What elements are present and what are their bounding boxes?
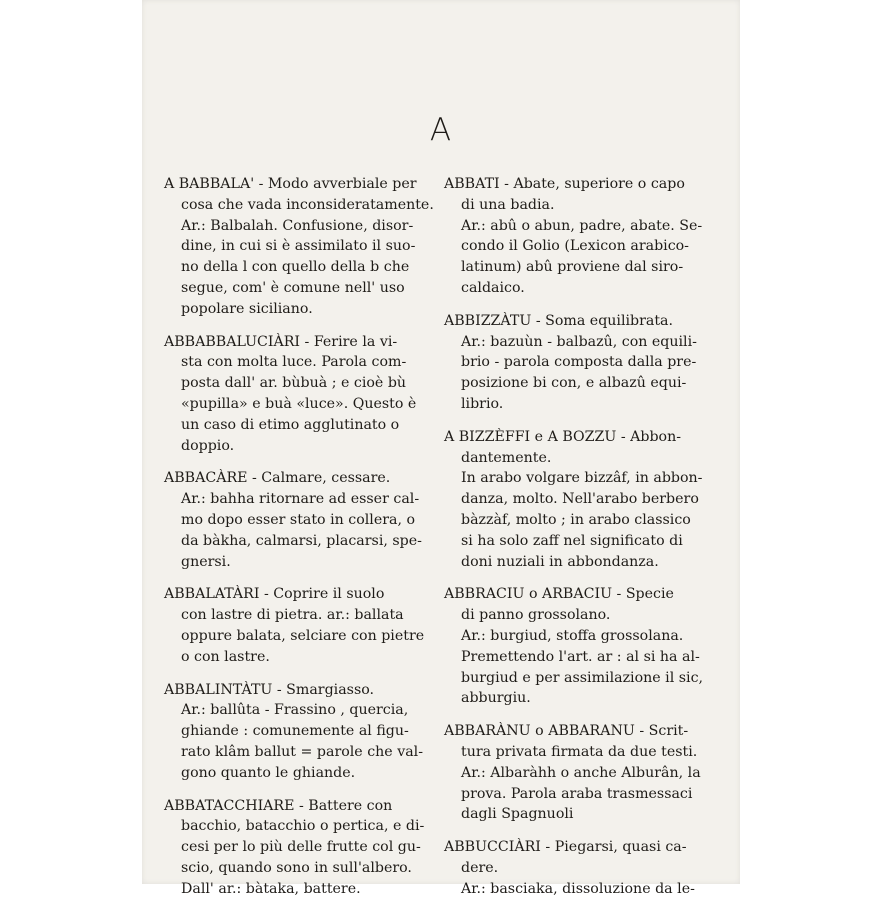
entry-text-line: Ar.: abû o abun, padre, abate. Se-	[461, 217, 703, 234]
entry-text-line: no della l con quello della b che	[181, 259, 410, 276]
dictionary-entry-abbati	[444, 174, 709, 299]
entry-text-line: Ar.: burgiud, stoffa grossolana.	[461, 627, 684, 644]
dictionary-entry-a-babbala	[164, 174, 434, 320]
entry-text-line: Ar.: basciaka, dissoluzione da le-	[461, 880, 695, 897]
entry-headword-line: ABBARÀNU o ABBARANU - Scrit-	[444, 723, 689, 740]
entry-text-line: Ar.: Balbalah. Confusione, disor-	[181, 217, 414, 234]
entry-text-line: bàzzàf, molto ; in arabo classico	[461, 511, 691, 528]
entry-text-line: abburgiu.	[461, 690, 531, 707]
entry-headword-line: ABBALATÀRI - Coprire il suolo	[164, 586, 385, 603]
entry-text-line: «pupilla» e buà «luce». Questo è	[181, 395, 417, 412]
left-column	[164, 174, 434, 912]
entry-text-line: caldaico.	[461, 279, 525, 296]
entry-text-line: dere.	[461, 859, 499, 876]
entry-text-line: brio - parola composta dalla pre-	[461, 354, 697, 371]
entry-headword-line: ABBACÀRE - Calmare, cessare.	[164, 470, 391, 487]
dictionary-entry-abbalatari	[164, 584, 429, 667]
entry-text-line: ghiande : comunemente al figu-	[181, 723, 409, 740]
entry-text-line: gono quanto le ghiande.	[181, 764, 356, 781]
dictionary-entry-a-bizzeffi	[444, 427, 709, 573]
entry-text-line: popolare siciliano.	[181, 300, 313, 317]
entry-headword-line: ABBIZZÀTU - Soma equilibrata.	[444, 312, 674, 329]
entry-text-line: Dall' ar.: bàtaka, battere.	[181, 880, 361, 897]
entry-headword-line: ABBABBALUCIÀRI - Ferire la vi-	[164, 333, 398, 350]
entry-text-line: bacchio, batacchio o pertica, e di-	[181, 818, 425, 835]
entry-text-line: burgiud e per assimilazione il sic,	[461, 669, 704, 686]
entry-text-line: cosa che vada inconsideratamente.	[181, 196, 434, 213]
entry-text-line: con lastre di pietra. ar.: ballata	[181, 607, 404, 624]
entry-text-line: dine, in cui si è assimilato il suo-	[181, 238, 416, 255]
entry-text-line: segue, com' è comune nell' uso	[181, 279, 405, 296]
entry-headword-line: A BABBALA' - Modo avverbiale per	[164, 176, 417, 192]
entry-headword-line: ABBALINTÀTU - Smargiasso.	[164, 681, 375, 698]
entry-text-line: Ar.: bahha ritornare ad esser cal-	[181, 491, 420, 508]
dictionary-entry-abbacare	[164, 468, 429, 572]
entry-text-line: posizione bi con, e albazû equi-	[461, 375, 687, 392]
entry-text-line: dagli Spagnuoli	[461, 806, 574, 823]
entry-text-line: tura privata firmata da due testi.	[461, 743, 698, 760]
entry-text-line: da bàkha, calmarsi, placarsi, spe-	[181, 532, 422, 549]
dictionary-entry-abbaranu	[444, 721, 709, 825]
entry-text-line: si ha solo zaff nel significato di	[461, 532, 683, 549]
entry-text-line: Ar.: bazuùn - balbazû, con equili-	[461, 333, 697, 350]
dictionary-entry-abbucciari	[444, 837, 709, 899]
entry-text-line: latinum) abû proviene dal siro-	[461, 259, 684, 276]
entry-text-line: scio, quando sono in sull'albero.	[181, 859, 412, 876]
entry-text-line: Ar.: Albaràhh o anche Alburân, la	[461, 764, 701, 781]
dictionary-entry-abbizzatu	[444, 311, 709, 415]
entry-headword-line: ABBATI - Abate, superiore o capo	[444, 176, 685, 192]
dictionary-page	[142, 0, 740, 897]
entry-text-line: doppio.	[181, 437, 235, 454]
entry-text-line: un caso di etimo agglutinato o	[181, 416, 400, 433]
right-column	[444, 174, 709, 912]
entry-text-line: Ar.: ballûta - Frassino , quercia,	[181, 702, 409, 719]
entry-text-line: sta con molta luce. Parola com-	[181, 354, 407, 371]
entry-text-line: prova. Parola araba trasmessaci	[461, 785, 693, 802]
dictionary-entry-abbalintatu	[164, 680, 429, 784]
entry-text-line: Premettendo l'art. ar : al si ha al-	[461, 648, 700, 665]
section-letter: A	[429, 112, 453, 148]
entry-text-line: condo il Golio (Lexicon arabico-	[461, 238, 689, 255]
dictionary-entry-abbabbaluciari	[164, 332, 429, 457]
entry-text-line: di una badia.	[461, 196, 555, 213]
entry-text-line: posta dall' ar. bùbuà ; e cioè bù	[181, 375, 407, 392]
entry-text-line: rato klâm ballut = parole che val-	[181, 743, 424, 760]
entry-headword-line: ABBUCCIÀRI - Piegarsi, quasi ca-	[444, 839, 687, 856]
entry-headword-line: A BIZZÈFFI e A BOZZU - Abbon-	[444, 428, 682, 445]
entry-text-line: danza, molto. Nell'arabo berbero	[461, 491, 699, 508]
entry-headword-line: ABBATACCHIARE - Battere con	[164, 797, 393, 814]
entry-text-line: di panno grossolano.	[461, 607, 611, 624]
entry-text-line: o con lastre.	[181, 648, 270, 665]
dictionary-entry-abbraciu	[444, 584, 709, 709]
entry-text-line: doni nuziali in abbondanza.	[461, 553, 659, 570]
entry-text-line: oppure balata, selciare con pietre	[181, 627, 425, 644]
entry-text-line: mo dopo esser stato in collera, o	[181, 511, 416, 528]
entry-text-line: dantemente.	[461, 449, 552, 466]
entry-headword-line: ABBRACIU o ARBACIU - Specie	[444, 586, 674, 603]
entry-text-line: cesi per lo più delle frutte col gu-	[181, 839, 421, 856]
entry-text-line: gnersi.	[181, 553, 231, 570]
entry-text-line: In arabo volgare bizzâf, in abbon-	[461, 470, 703, 487]
entry-text-line: librio.	[461, 395, 504, 412]
